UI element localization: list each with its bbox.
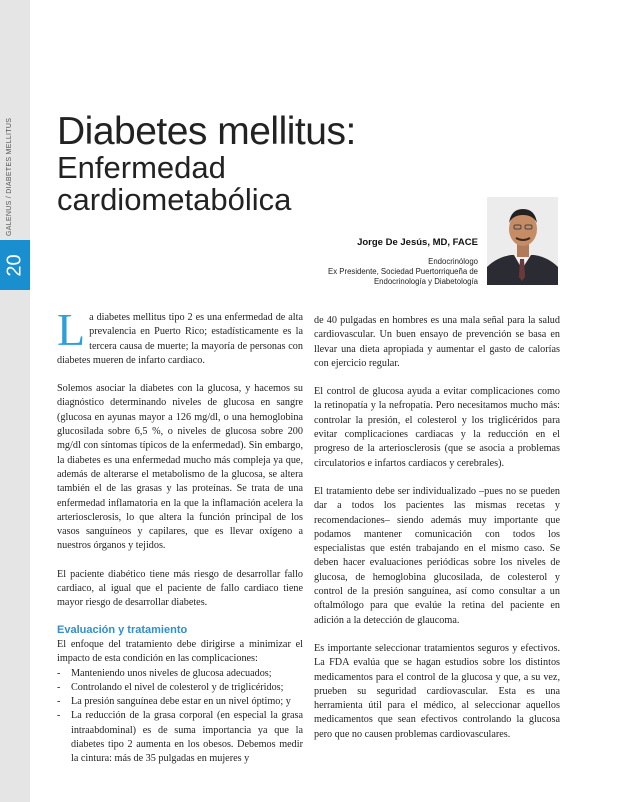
paragraph: El tratamiento debe ser individualizado –pues no se pueden dar a todos los pacientes las mismas recetas y recomendaciones– siendo además muy importante que podamos mantener comunicación con todos los especialistas que estén trabajando en el mismo caso. Se deben hacer evaluaciones periódicas sobre los niveles de glucosa, de hemoglobina glucosilada, de colesterol y control de la presión sanguínea, así como consultar a un oftalmólogo para que evalúe la retina del paciente en adición a la detección de glaucoma.	[314, 485, 560, 626]
text-column-1	[57, 304, 303, 767]
title-line-2: Enfermedad	[57, 150, 226, 185]
paragraph: de 40 pulgadas en hombres es una mala señal para la salud cardiovascular. Un buen ensayo de prevención se basa en llevar una dieta apropiada y aumentar el gasto de calorías con ejercicio regular.	[314, 315, 560, 369]
article-title	[57, 112, 477, 216]
text-column-2	[314, 314, 560, 756]
author-role-1: Endocrinólogo	[428, 257, 478, 266]
list-item: - La reducción de la grasa corporal (en especial la grasa intraabdominal) es de suma importancia ya que la diabetes tipo 2 aumenta en los obesos. Debemos medir la cintura: más de 35 pulgadas en mujeres y	[57, 709, 303, 766]
paragraph: Es importante seleccionar tratamientos seguros y efectivos. La FDA evalúa que se hagan estudios sobre los distintos medicamentos para el control de la glucosa y que, a su vez, prueben su seguridad cardiovascular. Esta es una herramienta útil para el médico, al seleccionar aquellos medicamentos que sean efectivos controlando la glucosa pero que no causen problemas cardiovasculares.	[314, 642, 560, 740]
paragraph: La diabetes mellitus tipo 2 es una enfermedad de alta prevalencia en Puerto Rico; estadísticamente es la tercera causa de muerte; la mayoría de personas con diabetes mueren de infarto cardiaco.	[57, 304, 303, 366]
page-number: 20	[3, 253, 26, 277]
drop-cap: L	[57, 304, 86, 355]
bullet-list	[57, 667, 303, 767]
author-block	[300, 237, 478, 287]
title-line-3: cardiometabólica	[57, 182, 292, 217]
list-item: - Controlando el nivel de colesterol y de triglicéridos;	[57, 681, 303, 695]
list-item: - La presión sanguínea debe estar en un nivel óptimo; y	[57, 695, 303, 709]
author-name: Jorge De Jesús, MD, FACE	[357, 237, 478, 248]
title-line-1: Diabetes mellitus:	[57, 110, 356, 153]
sidebar-band	[0, 0, 30, 802]
section-subhead: Evaluación y tratamiento	[57, 623, 188, 636]
paragraph: El paciente diabético tiene más riesgo de desarrollar fallo cardiaco, al igual que el paciente de fallo cardiaco tiene mayor riesgo de desarrollar diabetes.	[57, 568, 303, 609]
paragraph: El enfoque del tratamiento debe dirigirse a minimizar el impacto de esta condición en las complicaciones:	[57, 638, 303, 665]
paragraph: El control de glucosa ayuda a evitar complicaciones como la retinopatía y la nefropatía. Pero necesitamos mucho más: controlar la presión, el colesterol y los triglicéridos para evitar complicaciones cardiacas y la reducción en el progreso de la arteriosclerosis (que se asocia a problemas circulatorios e infartos cardiacos y cerebrales).	[314, 386, 560, 469]
author-photo	[487, 197, 558, 285]
paragraph: Solemos asociar la diabetes con la glucosa, y hacemos su diagnóstico determinando niveles de glucosa en sangre (glucosa en ayunas mayor a 126 mg/dl, o una hemoglobina glucosilada sobre 6,5 %, o niveles de glucosa sobre 200 mg/dl con síntomas típicos de la enfermedad). Sin embargo, la diabetes es una enfermedad mucho más compleja ya que, además de alterarse el metabolismo de la glucosa, se altera también el de las grasas y las proteínas. Se trata de una enfermedad inflamatoria en la que la inflamación acelera la arteriosclerosis, lo que altera la función principal de los vasos sanguíneos y capilares, que es llevar oxígeno a nuestros órganos y tejidos.	[57, 383, 303, 552]
author-role-2: Ex Presidente, Sociedad Puertorriqueña de	[328, 267, 478, 276]
author-role-3: Endocrinología y Diabetología	[373, 277, 478, 286]
list-item: - Manteniendo unos niveles de glucosa adecuados;	[57, 667, 303, 681]
